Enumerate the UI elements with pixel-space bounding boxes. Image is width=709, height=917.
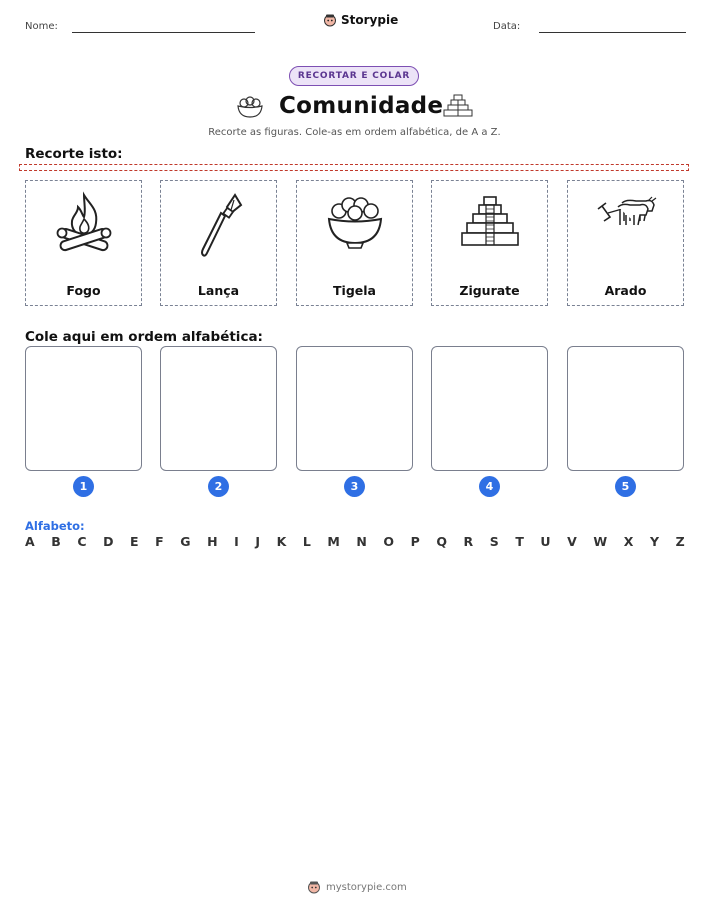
- alphabet-letter: M: [327, 534, 340, 549]
- alphabet-letter: E: [130, 534, 139, 549]
- alphabet-letter: B: [51, 534, 61, 549]
- alphabet-letter: S: [489, 534, 499, 549]
- card-label: Lança: [197, 283, 240, 298]
- footer: [307, 880, 407, 894]
- footer-site[interactable]: mystorypie.com: [326, 881, 407, 893]
- fruit-bowl-icon: [235, 93, 265, 119]
- instructions: Recorte as figuras. Cole-as em ordem alfabética, de A a Z.: [208, 127, 501, 138]
- alphabet-letter: R: [463, 534, 474, 549]
- card-label: Zigurate: [459, 283, 520, 298]
- alphabet-letter: Y: [649, 534, 659, 549]
- paste-slot-5[interactable]: [567, 346, 684, 471]
- slot-number-4: 4: [479, 476, 500, 497]
- date-label: Data:: [493, 21, 521, 32]
- slot-number-2: 2: [208, 476, 229, 497]
- alphabet-letter: V: [567, 534, 577, 549]
- storypie-mascot-icon: [323, 13, 337, 27]
- cut-heading: Recorte isto:: [25, 146, 123, 162]
- alphabet-letter: J: [255, 534, 260, 549]
- paste-slot-1[interactable]: [25, 346, 142, 471]
- paste-heading: Cole aqui em ordem alfabética:: [25, 329, 263, 345]
- paste-slot-3[interactable]: [296, 346, 413, 471]
- alphabet-letter: W: [593, 534, 608, 549]
- alphabet-letter: O: [383, 534, 395, 549]
- cut-card-arado[interactable]: [567, 180, 684, 306]
- brand-name: Storypie: [341, 13, 399, 27]
- slot-number-1: 1: [73, 476, 94, 497]
- ziggurat-icon: [442, 93, 474, 119]
- cut-line: [19, 164, 689, 171]
- ox-plough-icon: [588, 187, 664, 257]
- paste-slot-2[interactable]: [160, 346, 277, 471]
- alphabet-letter: K: [276, 534, 287, 549]
- alphabet-letter: G: [180, 534, 191, 549]
- alphabet-letter: F: [155, 534, 164, 549]
- brand-logo: [323, 13, 398, 27]
- campfire-icon: [54, 191, 114, 261]
- alphabet-letter: C: [77, 534, 87, 549]
- storypie-mascot-icon: [307, 880, 321, 894]
- slot-number-5: 5: [615, 476, 636, 497]
- alphabet-row: [25, 534, 685, 549]
- cut-card-zigurate[interactable]: [431, 180, 548, 306]
- alphabet-letter: I: [234, 534, 239, 549]
- activity-badge: RECORTAR E COLAR: [289, 66, 419, 86]
- card-label: Fogo: [66, 283, 101, 298]
- alphabet-letter: Q: [436, 534, 447, 549]
- alphabet-letter: X: [623, 534, 634, 549]
- alphabet-heading: Alfabeto:: [25, 519, 85, 533]
- name-line[interactable]: [72, 32, 255, 33]
- cut-card-tigela[interactable]: [296, 180, 413, 306]
- alphabet-letter: P: [410, 534, 420, 549]
- alphabet-letter: Z: [675, 534, 685, 549]
- alphabet-letter: U: [540, 534, 551, 549]
- cut-card-fogo[interactable]: [25, 180, 142, 306]
- alphabet-letter: H: [207, 534, 218, 549]
- ziggurat-icon: [446, 191, 534, 261]
- spear-icon: [189, 191, 249, 261]
- alphabet-letter: T: [515, 534, 524, 549]
- alphabet-letter: N: [356, 534, 367, 549]
- paste-slot-4[interactable]: [431, 346, 548, 471]
- alphabet-letter: L: [302, 534, 311, 549]
- cut-card-lanca[interactable]: [160, 180, 277, 306]
- card-label: Arado: [604, 283, 647, 298]
- page-title: Comunidade: [279, 93, 444, 119]
- alphabet-letter: D: [103, 534, 114, 549]
- name-label: Nome:: [25, 21, 58, 32]
- slot-number-3: 3: [344, 476, 365, 497]
- alphabet-letter: A: [25, 534, 35, 549]
- date-line[interactable]: [539, 32, 686, 33]
- card-label: Tigela: [333, 283, 376, 298]
- fruit-bowl-icon: [311, 191, 399, 261]
